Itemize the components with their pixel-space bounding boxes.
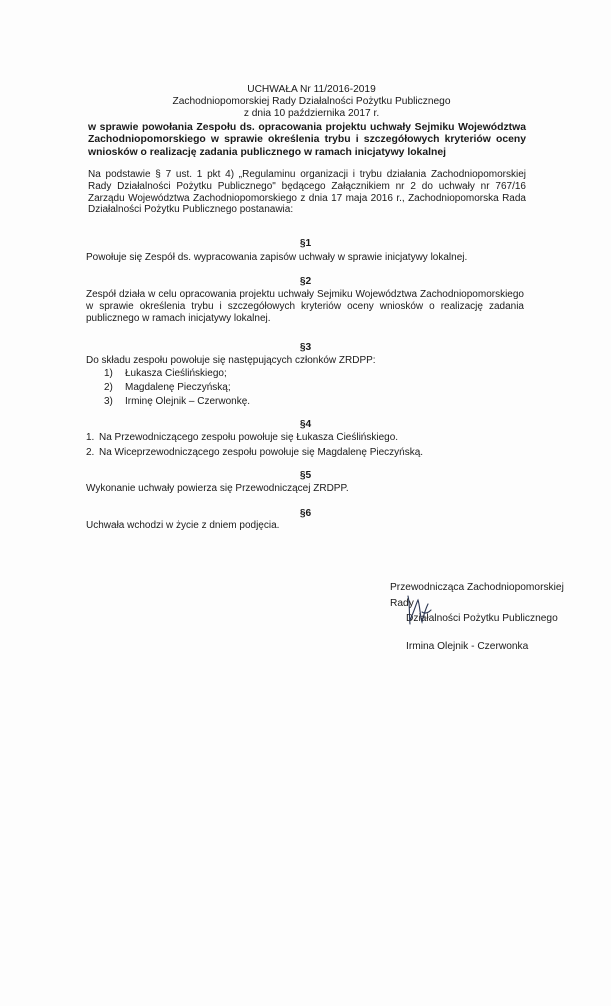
paragraph-2-title: §2 (299, 276, 312, 287)
member-list (104, 367, 250, 409)
list-item-name: Magdalenę Pieczyńską; (125, 382, 231, 393)
list-item-number: 2) (104, 382, 113, 393)
list-item-text: Na Wiceprzewodniczącego zespołu powołuje się Magdalenę Pieczyńską. (99, 447, 424, 458)
list-item-number: 1) (104, 368, 113, 379)
signatory-title-line-2: Działalności Pożytku Publicznego (406, 613, 558, 624)
paragraph-4-title: §4 (299, 419, 312, 430)
handwritten-signature-icon (398, 590, 438, 632)
signatory-name: Irmina Olejnik - Czerwonka (406, 640, 529, 652)
appointment-list (86, 430, 423, 460)
list-item-name: Irminę Olejnik – Czerwonkę. (125, 396, 251, 407)
list-item (104, 367, 250, 381)
list-item-number: 1. (86, 432, 95, 443)
paragraph-3-title: §3 (299, 342, 312, 353)
paragraph-1-text: Powołuje się Zespół ds. wypracowania zapisów uchwały w sprawie inicjatywy lokalnej. (86, 252, 468, 263)
list-item-number: 3) (104, 396, 113, 407)
resolution-date: z dnia 10 października 2017 r. (243, 108, 380, 119)
paragraph-6-text: Uchwała wchodzi w życie z dniem podjęcia. (86, 520, 280, 531)
paragraph-3-intro: Do składu zespołu powołuje się następujących członków ZRDPP: (86, 355, 376, 366)
council-name: Zachodniopomorskiej Rady Działalności Pożytku Publicznego (172, 96, 451, 107)
list-item-number: 2. (86, 447, 95, 458)
list-item-text: Na Przewodniczącego zespołu powołuje się Łukasza Cieślińskiego. (99, 432, 399, 443)
list-item-name: Łukasza Cieślińskiego; (125, 368, 227, 379)
resolution-number: UCHWAŁA Nr 11/2016-2019 (247, 84, 376, 95)
list-item (104, 381, 250, 395)
paragraph-2-text: Zespół działa w celu opracowania projektu uchwały Sejmiku Województwa Zachodniopomorskiego w sprawie określenia trybu i szczegółowych kryteriów oceny wniosków o realizację zadania publicznego w ramach inicjatywy lokalnej. (86, 289, 524, 324)
list-item (86, 445, 423, 460)
paragraph-6-title: §6 (299, 508, 312, 519)
paragraph-5-text: Wykonanie uchwały powierza się Przewodniczącej ZRDPP. (86, 483, 349, 494)
resolution-subject: w sprawie powołania Zespołu ds. opracowania projektu uchwały Sejmiku Województwa Zachodniopomorskiego w sprawie określenia trybu i szczegółowych kryteriów oceny wniosków o realizację zadania publicznego w ramach inicjatywy lokalnej (88, 122, 526, 158)
list-item (104, 395, 250, 409)
list-item (86, 430, 423, 445)
paragraph-5-title: §5 (299, 470, 312, 481)
resolution-header (0, 84, 611, 120)
paragraph-1-title: §1 (299, 238, 312, 249)
signatory-title-line-1: Przewodnicząca Zachodniopomorskiej Rady (390, 582, 564, 609)
legal-basis: Na podstawie § 7 ust. 1 pkt 4) „Regulaminu organizacji i trybu działania Zachodniopomorskiej Rady Działalności Pożytku Publicznego" będącego Załącznikiem nr 2 do uchwały nr 767/16 Zarządu Województwa Zachodniopomorskiego z dnia 17 maja 2016 r., Zachodniopomorska Rada Działalności Pożytku Publicznego postanawia: (88, 169, 526, 216)
